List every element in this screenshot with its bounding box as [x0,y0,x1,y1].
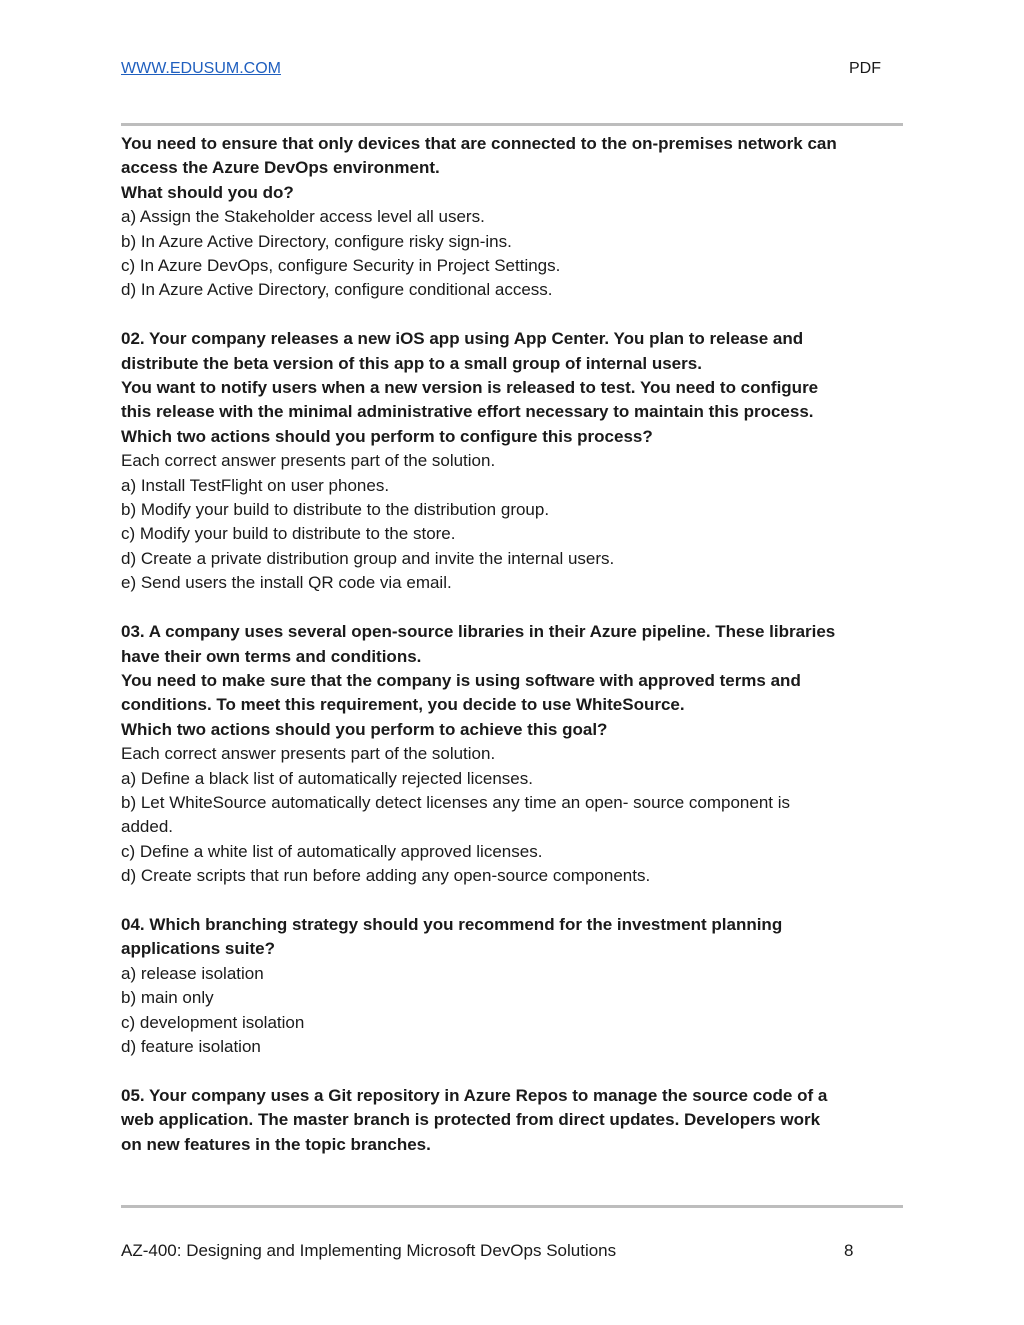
answer-line: c) development isolation [121,1012,305,1032]
answer-line: Each correct answer presents part of the solution. [121,744,496,764]
paragraph-gap [121,596,903,620]
answer-line: d) Create a private distribution group and invite the internal users. [121,548,615,568]
answer-line: b) In Azure Active Directory, configure risky sign-ins. [121,231,512,251]
question-line: You need to ensure that only devices that are connected to the on-premises network can [121,134,837,153]
header-divider [121,123,903,126]
answer-line: d) feature isolation [121,1036,261,1056]
question-line: applications suite? [121,939,275,959]
question-line: 05. Your company uses a Git repository in Azure Repos to manage the source code of a [121,1085,828,1105]
answer-line: added. [121,817,173,837]
answer-line: e) Send users the install QR code via email. [121,573,452,593]
paragraph-gap [121,889,903,913]
question-line: on new features in the topic branches. [121,1134,431,1154]
answer-line: a) Assign the Stakeholder access level all users. [121,207,485,227]
pdf-label: PDF [849,60,881,77]
question-line: You need to make sure that the company is using software with approved terms and [121,670,801,690]
question-line: conditions. To meet this requirement, you decide to use WhiteSource. [121,695,685,715]
answer-line: a) Install TestFlight on user phones. [121,475,390,495]
answer-line: a) Define a black list of automatically rejected licenses. [121,768,533,788]
answer-line: b) Modify your build to distribute to the distribution group. [121,500,550,520]
document-body [121,132,903,1157]
question-line: 04. Which branching strategy should you recommend for the investment planning [121,914,783,934]
question-line: web application. The master branch is protected from direct updates. Developers work [121,1110,821,1130]
question-line: this release with the minimal administrative effort necessary to maintain this process. [121,402,814,422]
answer-line: c) Define a white list of automatically approved licenses. [121,841,543,861]
question-line: access the Azure DevOps environment. [121,158,440,178]
answer-line: c) Modify your build to distribute to the store. [121,524,456,544]
paragraph-gap [121,303,903,327]
question-line: have their own terms and conditions. [121,646,422,666]
footer-title: AZ-400: Designing and Implementing Microsoft DevOps Solutions [121,1241,617,1260]
answer-line: d) Create scripts that run before adding any open-source components. [121,866,651,886]
question-line: What should you do? [121,182,294,202]
question-line: Which two actions should you perform to achieve this goal? [121,719,608,739]
answer-line: d) In Azure Active Directory, configure conditional access. [121,280,553,300]
answer-line: c) In Azure DevOps, configure Security in Project Settings. [121,256,561,276]
answer-line: a) release isolation [121,963,264,983]
answer-line: Each correct answer presents part of the solution. [121,451,496,471]
site-link[interactable]: WWW.EDUSUM.COM [121,60,281,77]
question-line: 02. Your company releases a new iOS app using App Center. You plan to release and [121,329,804,349]
footer-divider [121,1205,903,1208]
page-number: 8 [844,1241,854,1260]
answer-line: b) Let WhiteSource automatically detect licenses any time an open- source component is [121,792,791,812]
question-line: distribute the beta version of this app to a small group of internal users. [121,353,702,373]
paragraph-gap [121,1059,903,1083]
question-line: Which two actions should you perform to configure this process? [121,426,653,446]
page-header [121,60,903,84]
question-line: 03. A company uses several open-source libraries in their Azure pipeline. These libraries [121,622,836,642]
answer-line: b) main only [121,988,214,1008]
question-line: You want to notify users when a new version is released to test. You need to configure [121,378,819,398]
